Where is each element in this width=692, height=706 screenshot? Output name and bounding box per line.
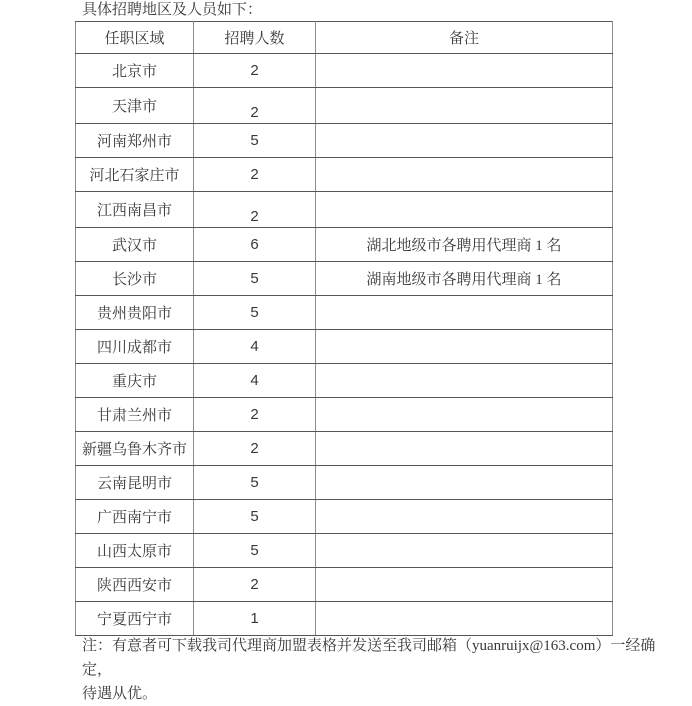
table-row <box>76 124 613 158</box>
table-row <box>76 602 613 636</box>
region-cell: 重庆市 <box>76 364 194 398</box>
remark-cell <box>316 192 613 228</box>
table-header-row <box>76 22 613 54</box>
table-row <box>76 432 613 466</box>
region-cell: 甘肃兰州市 <box>76 398 194 432</box>
remark-cell <box>316 602 613 636</box>
region-cell: 陕西西安市 <box>76 568 194 602</box>
remark-cell <box>316 330 613 364</box>
region-cell: 江西南昌市 <box>76 192 194 228</box>
remark-cell: 湖北地级市各聘用代理商 1 名 <box>316 228 613 262</box>
column-header-count: 招聘人数 <box>194 22 316 54</box>
count-cell: 5 <box>194 124 316 158</box>
count-cell: 2 <box>194 158 316 192</box>
column-header-remark: 备注 <box>316 22 613 54</box>
remark-cell <box>316 398 613 432</box>
remark-cell <box>316 568 613 602</box>
table-row <box>76 228 613 262</box>
remark-cell <box>316 500 613 534</box>
region-cell: 天津市 <box>76 88 194 124</box>
note-line-1: 注：有意者可下载我司代理商加盟表格并发送至我司邮箱（yuanruijx@163.com）一经确定， <box>82 638 656 678</box>
region-cell: 河南郑州市 <box>76 124 194 158</box>
count-cell: 5 <box>194 534 316 568</box>
count-cell: 1 <box>194 602 316 636</box>
remark-cell <box>316 54 613 88</box>
table-row <box>76 364 613 398</box>
table-row <box>76 330 613 364</box>
remark-cell <box>316 296 613 330</box>
count-cell: 2 <box>194 192 316 228</box>
remark-cell <box>316 124 613 158</box>
remark-cell <box>316 534 613 568</box>
count-cell: 2 <box>194 398 316 432</box>
count-cell: 2 <box>194 54 316 88</box>
region-cell: 长沙市 <box>76 262 194 296</box>
table-row <box>76 534 613 568</box>
remark-cell: 湖南地级市各聘用代理商 1 名 <box>316 262 613 296</box>
region-cell: 武汉市 <box>76 228 194 262</box>
table-row <box>76 568 613 602</box>
table-row <box>76 262 613 296</box>
table-row <box>76 296 613 330</box>
footer-note <box>82 634 662 706</box>
count-cell: 2 <box>194 88 316 124</box>
recruitment-table <box>75 21 613 636</box>
count-cell: 2 <box>194 568 316 602</box>
remark-cell <box>316 158 613 192</box>
count-cell: 4 <box>194 364 316 398</box>
remark-cell <box>316 88 613 124</box>
intro-text: 具体招聘地区及人员如下： <box>82 2 263 18</box>
table-row <box>76 192 613 228</box>
table-row <box>76 500 613 534</box>
count-cell: 2 <box>194 432 316 466</box>
region-cell: 广西南宁市 <box>76 500 194 534</box>
column-header-region: 任职区域 <box>76 22 194 54</box>
table-row <box>76 158 613 192</box>
region-cell: 宁夏西宁市 <box>76 602 194 636</box>
count-cell: 5 <box>194 466 316 500</box>
note-line-2: 待遇从优。 <box>82 686 158 702</box>
region-cell: 河北石家庄市 <box>76 158 194 192</box>
table-row <box>76 54 613 88</box>
table-body <box>76 54 613 636</box>
remark-cell <box>316 432 613 466</box>
count-cell: 6 <box>194 228 316 262</box>
count-cell: 5 <box>194 262 316 296</box>
region-cell: 新疆乌鲁木齐市 <box>76 432 194 466</box>
region-cell: 北京市 <box>76 54 194 88</box>
region-cell: 贵州贵阳市 <box>76 296 194 330</box>
count-cell: 5 <box>194 500 316 534</box>
table-row <box>76 88 613 124</box>
count-cell: 4 <box>194 330 316 364</box>
remark-cell <box>316 364 613 398</box>
region-cell: 云南昆明市 <box>76 466 194 500</box>
remark-cell <box>316 466 613 500</box>
table-row <box>76 398 613 432</box>
region-cell: 山西太原市 <box>76 534 194 568</box>
count-cell: 5 <box>194 296 316 330</box>
table-row <box>76 466 613 500</box>
region-cell: 四川成都市 <box>76 330 194 364</box>
